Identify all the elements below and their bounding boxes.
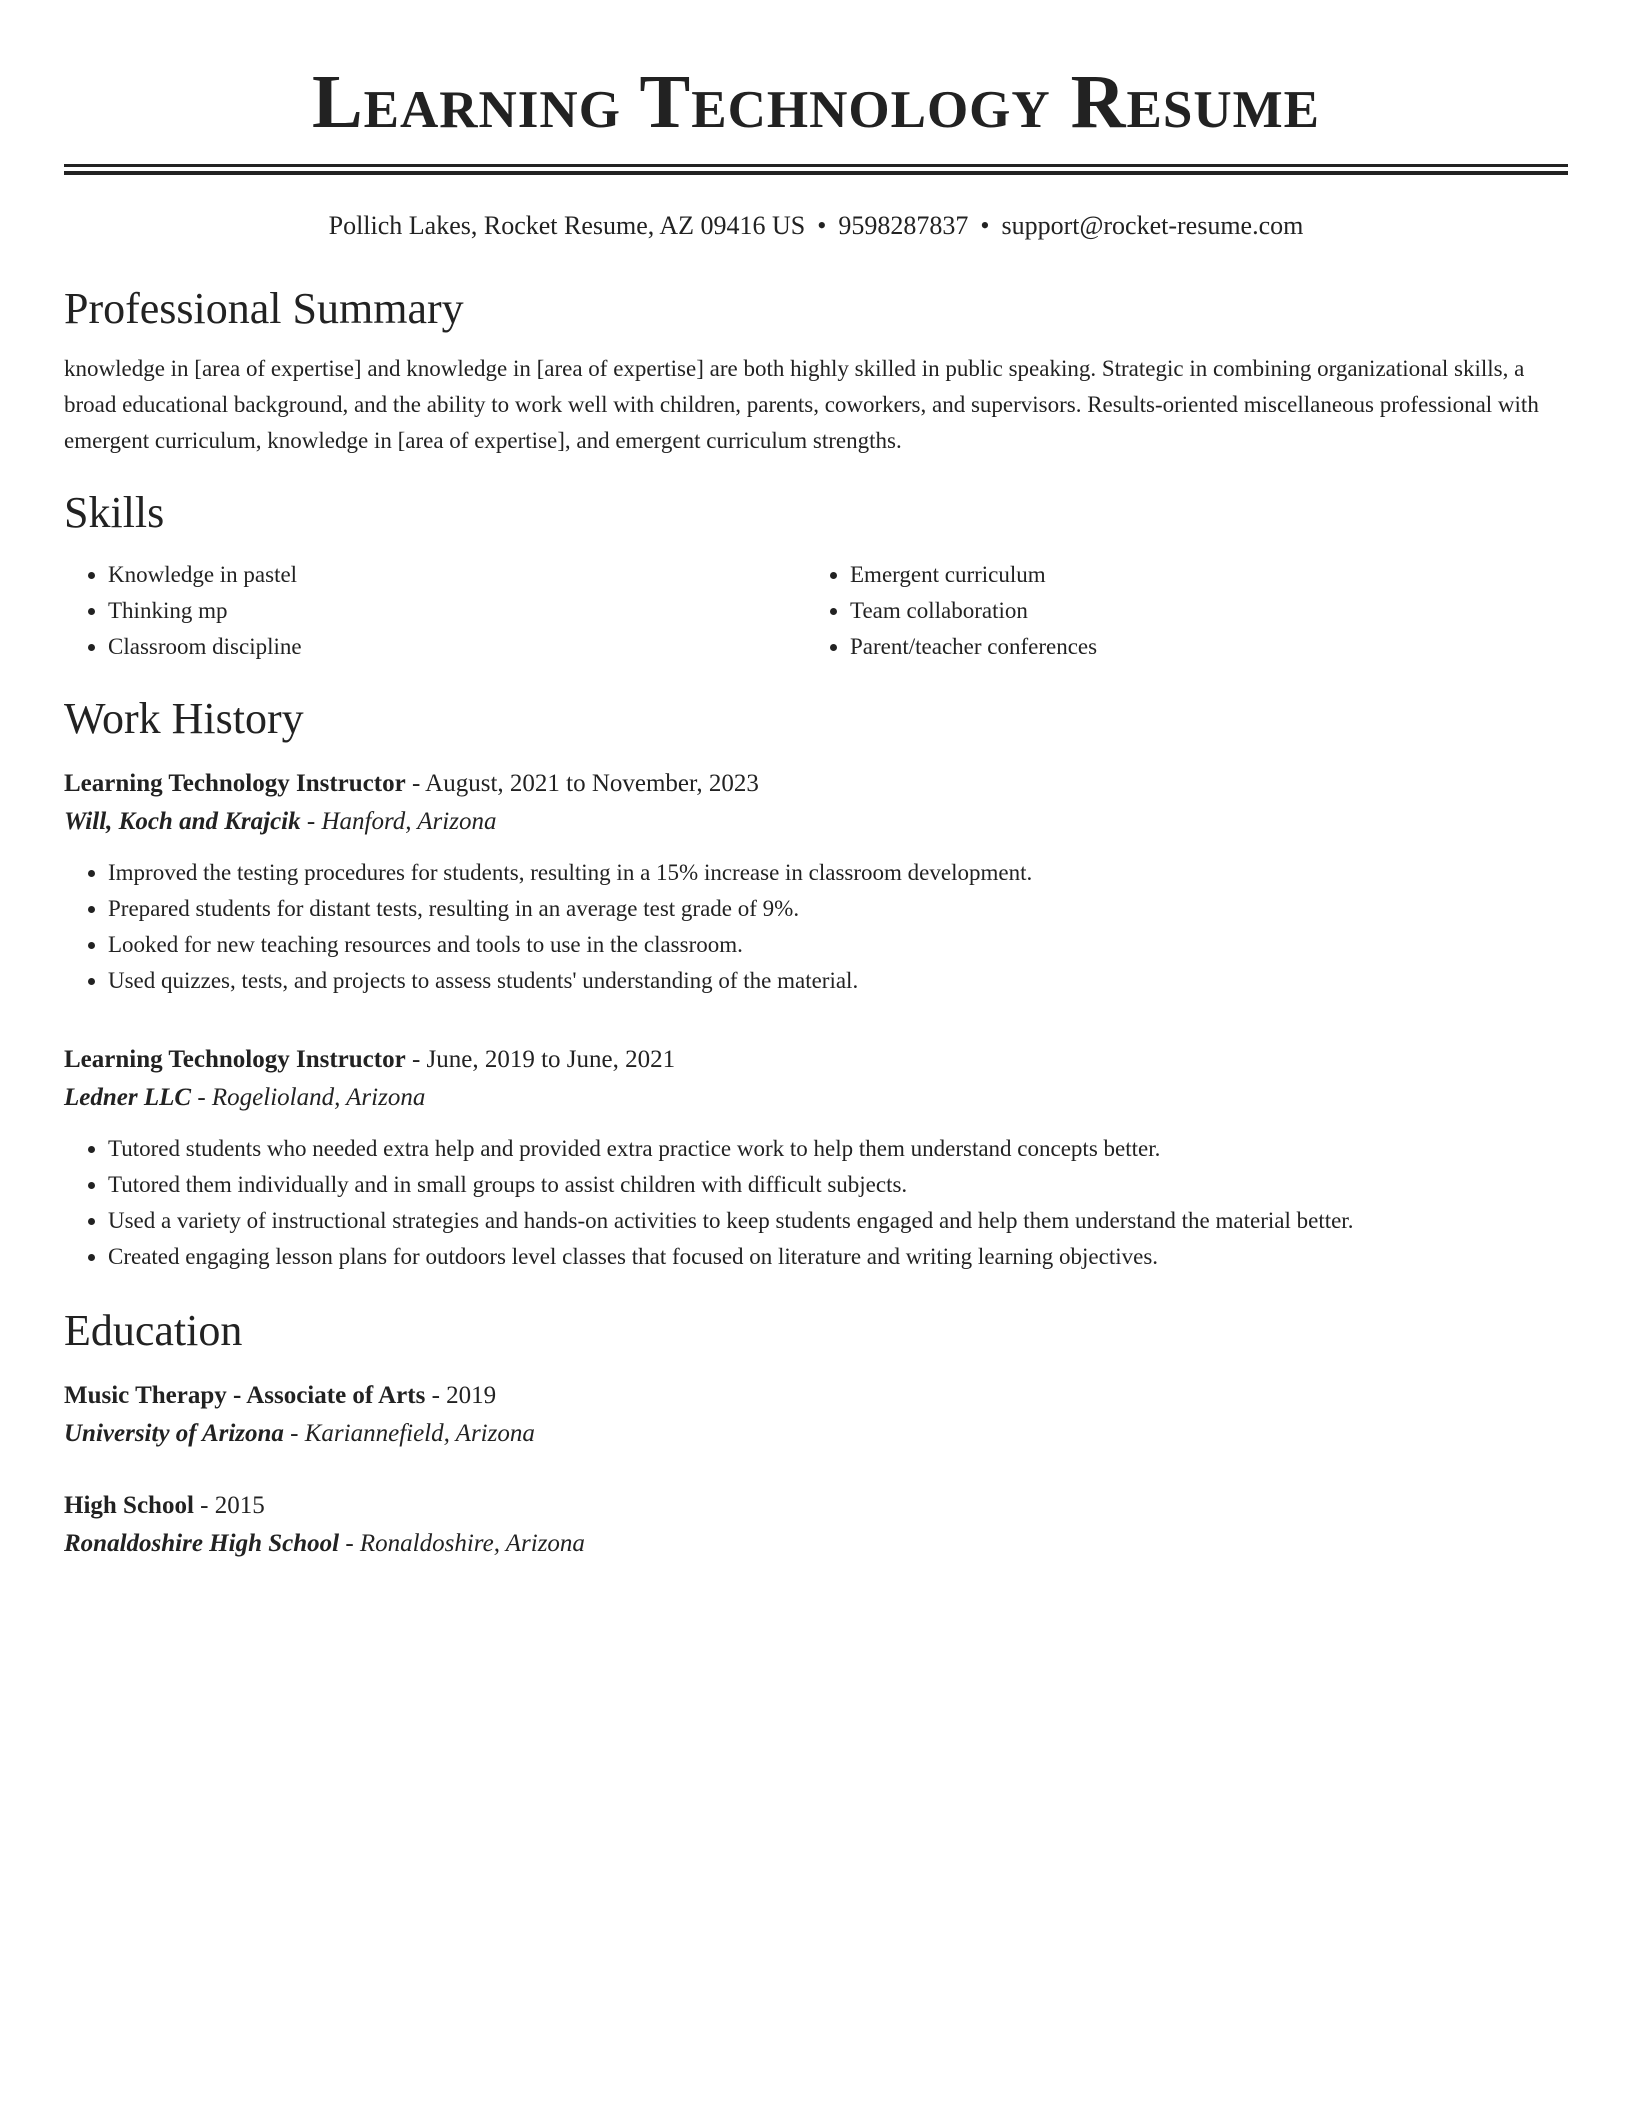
dash: - — [300, 808, 322, 835]
job-dates: June, 2019 to June, 2021 — [426, 1046, 676, 1073]
contact-email: support@rocket-resume.com — [1001, 211, 1304, 240]
dash: - — [405, 1046, 427, 1073]
education-school-line — [64, 1525, 1568, 1563]
job-location: Rogelioland, Arizona — [211, 1084, 426, 1111]
education-entry — [64, 1487, 1568, 1563]
job-bullet: • Prepared students for distant tests, resulting in an average test grade of 9%. — [108, 891, 1568, 927]
job-bullets — [64, 855, 1568, 999]
education-year: 2015 — [214, 1492, 265, 1519]
contact-address: Pollich Lakes, Rocket Resume, AZ 09416 US — [328, 211, 806, 240]
job-bullet: • Used quizzes, tests, and projects to assess students' understanding of the material. — [108, 963, 1568, 999]
job-entry — [64, 765, 1568, 999]
education-header — [64, 1487, 1568, 1525]
job-bullet: • Improved the testing procedures for students, resulting in a 15% increase in classroom development. — [108, 855, 1568, 891]
job-employer — [64, 803, 1568, 841]
contact-line — [64, 209, 1568, 243]
dash: - — [425, 1382, 447, 1409]
job-employer — [64, 1079, 1568, 1117]
skill-item: • Parent/teacher conferences — [850, 629, 1568, 665]
summary-text: knowledge in [area of expertise] and knowledge in [area of expertise] are both highly skilled in public speaking. Strategic in combining organizational skills, a broad educational background, and the ability to work well with children, parents, coworkers, and supervisors. Results-oriented miscellaneous professional with emergent curriculum, knowledge in [area of expertise], and emergent curriculum strengths. — [64, 356, 1539, 453]
resume-title: Learning Technology Resume — [311, 60, 1321, 144]
contact-separator: • — [817, 211, 827, 240]
job-header — [64, 1041, 1568, 1079]
education-school: University of Arizona — [64, 1420, 284, 1447]
education-location: Kariannefield, Arizona — [304, 1420, 535, 1447]
education-entry — [64, 1377, 1568, 1453]
education-header — [64, 1377, 1568, 1415]
job-bullet: • Tutored students who needed extra help and provided extra practice work to help them understand concepts better. — [108, 1131, 1568, 1167]
skills-list — [64, 557, 1568, 665]
skill-item: • Emergent curriculum — [850, 557, 1568, 593]
skill-item: • Team collaboration — [850, 593, 1568, 629]
job-bullet: • Looked for new teaching resources and tools to use in the classroom. — [108, 927, 1568, 963]
job-dates: August, 2021 to November, 2023 — [425, 770, 759, 797]
skill-item: • Thinking mp — [108, 593, 806, 629]
education-degree: High School — [64, 1492, 194, 1519]
job-bullet: • Tutored them individually and in small groups to assist children with difficult subjects. — [108, 1167, 1568, 1203]
education-heading: Education — [64, 1306, 243, 1355]
education-year: 2019 — [446, 1382, 497, 1409]
contact-separator: • — [980, 211, 990, 240]
skill-item: • Knowledge in pastel — [108, 557, 806, 593]
dash: - — [339, 1530, 360, 1557]
job-title: Learning Technology Instructor — [64, 1046, 406, 1073]
job-company: Ledner LLC — [64, 1084, 192, 1111]
skill-item: • Classroom discipline — [108, 629, 806, 665]
education-school: Ronaldoshire High School — [64, 1530, 340, 1557]
job-title: Learning Technology Instructor — [64, 770, 406, 797]
dash: - — [283, 1420, 305, 1447]
dash: - — [191, 1084, 212, 1111]
job-bullets — [64, 1131, 1568, 1275]
contact-phone: 9598287837 — [838, 211, 969, 240]
dash: - — [193, 1492, 215, 1519]
dash: - — [405, 770, 426, 797]
skills-column-left — [64, 557, 806, 665]
title-divider — [64, 164, 1568, 175]
job-bullet: • Used a variety of instructional strategies and hands-on activities to keep students engaged and help them understand the material better. — [108, 1203, 1568, 1239]
skills-column-right — [806, 557, 1568, 665]
job-bullet: • Created engaging lesson plans for outdoors level classes that focused on literature and writing learning objectives. — [108, 1239, 1568, 1275]
job-entry — [64, 1041, 1568, 1275]
job-header — [64, 765, 1568, 803]
summary-heading: Professional Summary — [64, 284, 464, 333]
job-company: Will, Koch and Krajcik — [64, 808, 301, 835]
work-history-heading: Work History — [64, 694, 304, 743]
education-location: Ronaldoshire, Arizona — [359, 1530, 585, 1557]
education-school-line — [64, 1415, 1568, 1453]
education-degree: Music Therapy - Associate of Arts — [64, 1382, 426, 1409]
job-location: Hanford, Arizona — [321, 808, 497, 835]
skills-heading: Skills — [64, 488, 165, 537]
